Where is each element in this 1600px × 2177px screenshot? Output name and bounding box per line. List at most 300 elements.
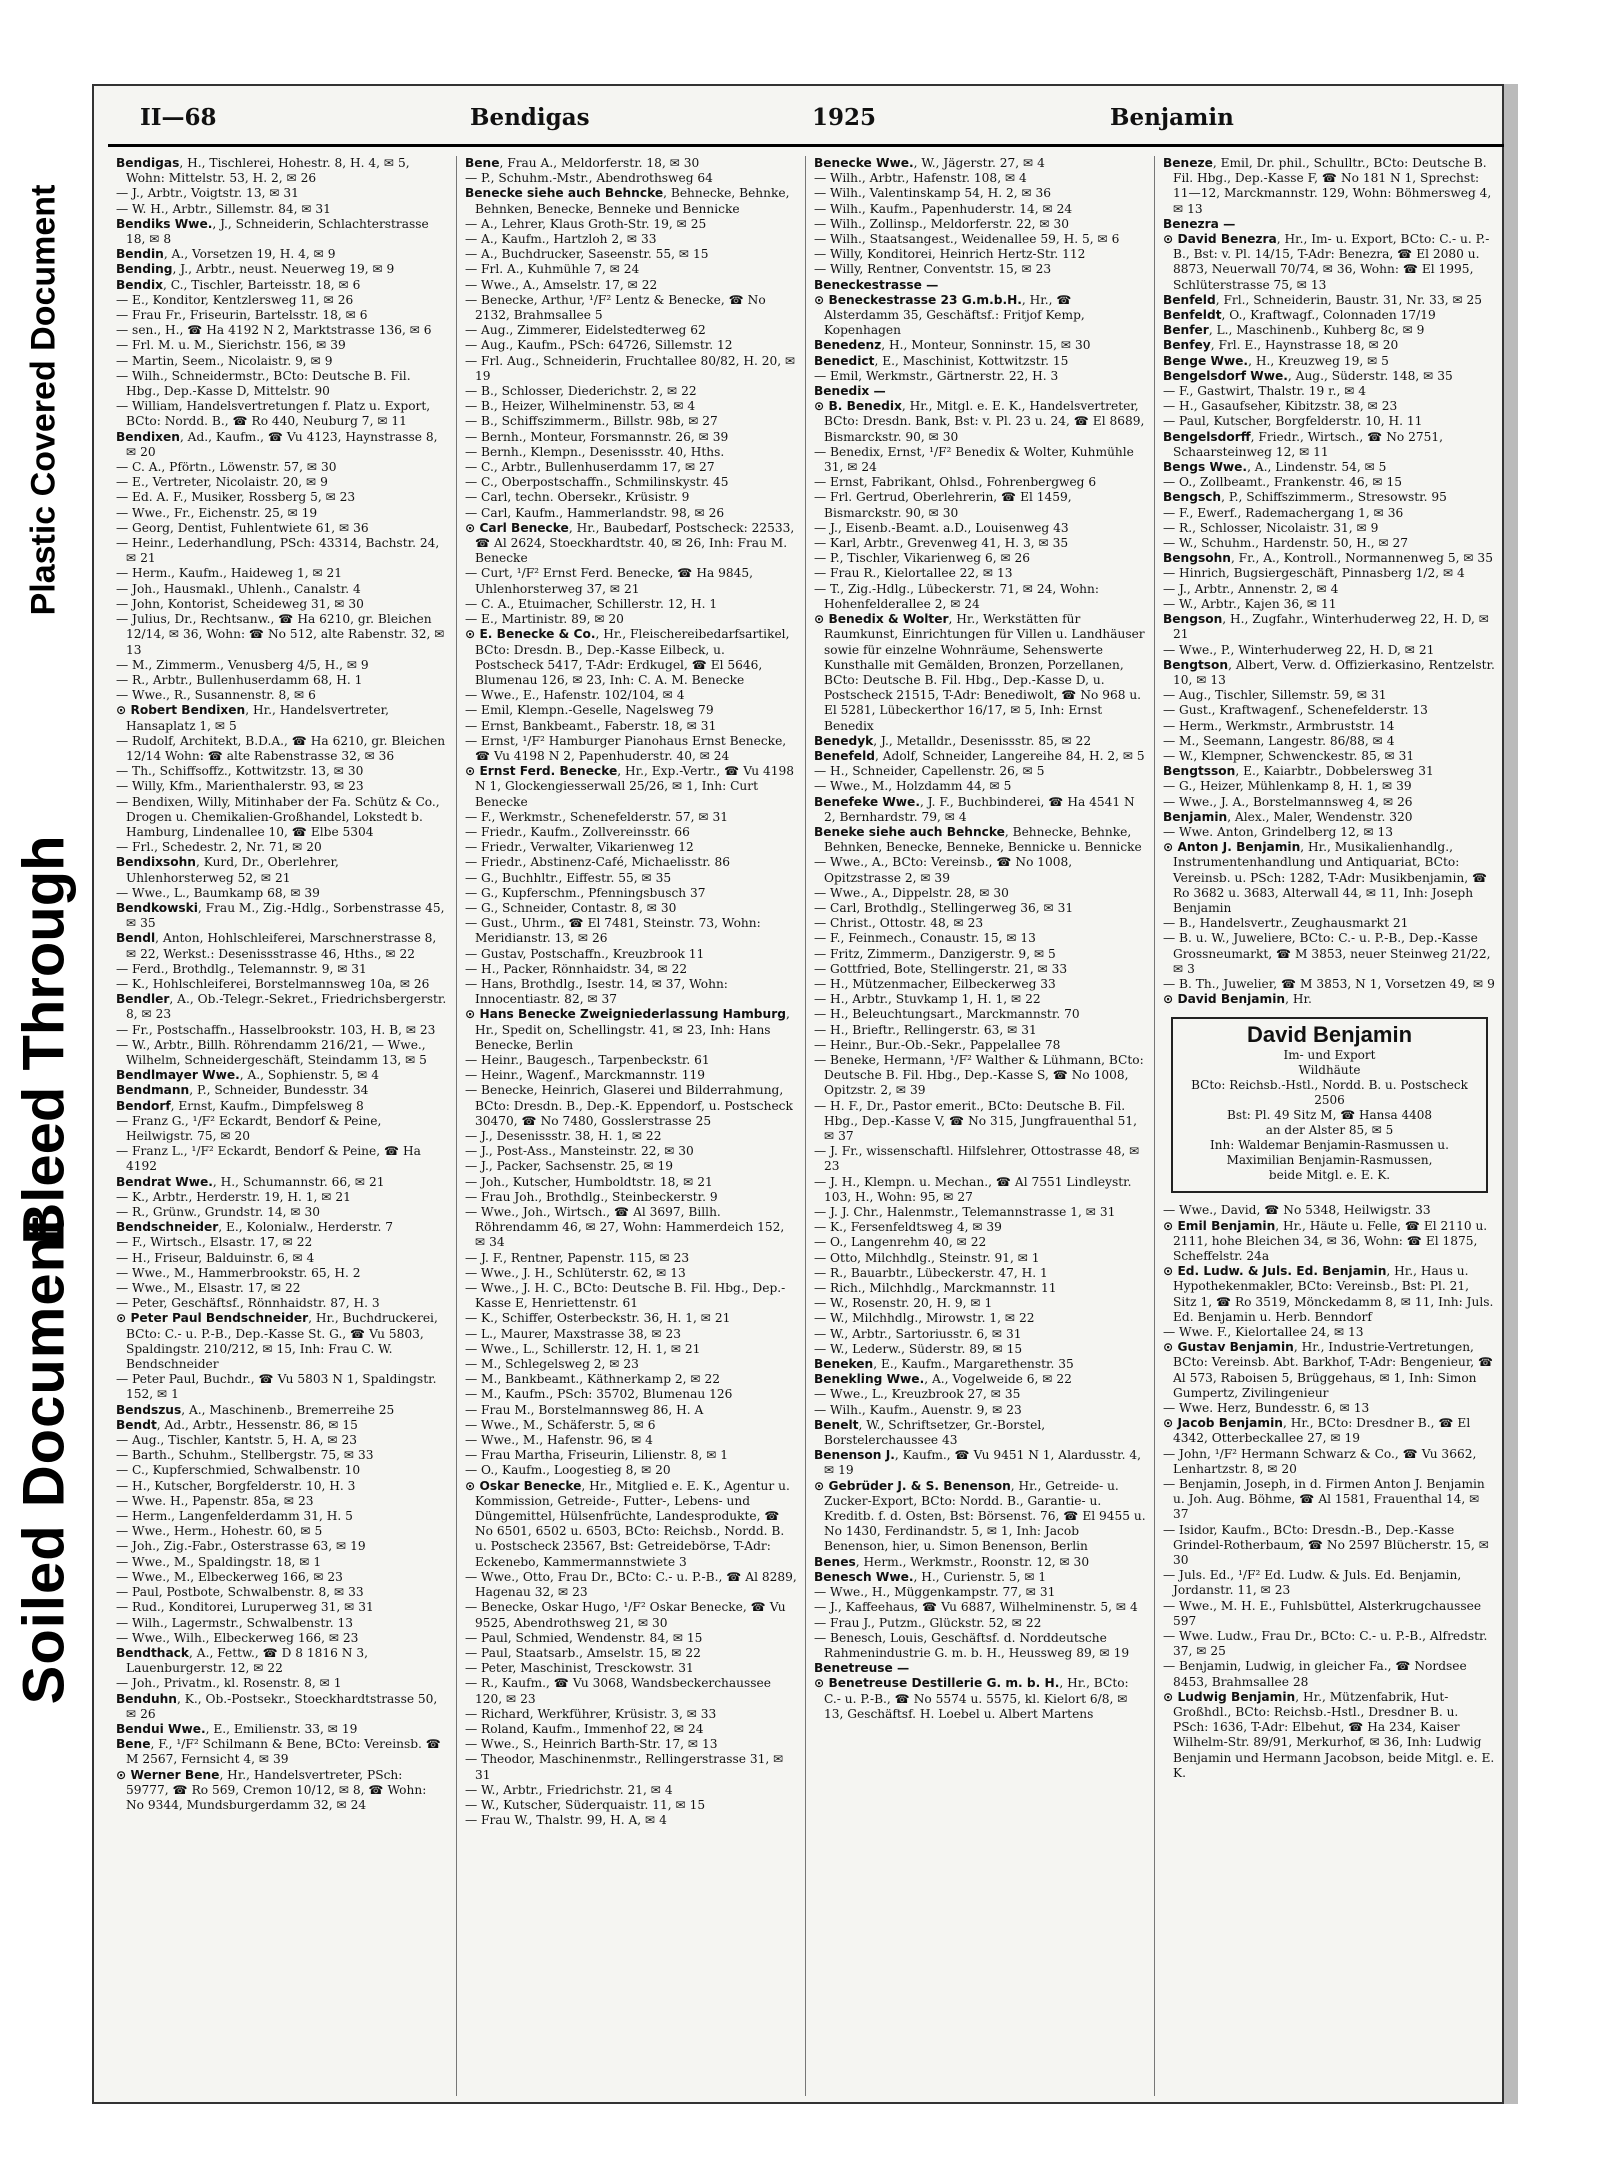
directory-entry: — Wwe., M., Elbeckerweg 166, ✉ 23: [116, 1569, 343, 1584]
directory-entry: ⊙ Ludwig Benjamin, Hr., Mützenfabrik, Hut-Großhdl., BCto: Reichsb.-Hstl., Dresdner B. u. PSch: 1636, T-Adr: Elbehut, ☎ Ha 234, Kaiser Wilhelm-Str. 89/91, Merkurhof, ✉ 36, Inh: Ludwig Benjamin und Hermann Jacobson, beide Mitgl. e. E. K.: [1163, 1689, 1495, 1780]
directory-entry: — Peter Paul, Buchdr., ☎ Vu 5803 N 1, Spaldingstr. 152, ✉ 1: [116, 1372, 437, 1402]
directory-entry: — Wwe., A., Dippelstr. 28, ✉ 30: [814, 885, 1009, 900]
directory-entry: — Franz G., ¹/F² Eckardt, Bendorf & Peine, Heilwigstr. 75, ✉ 20: [116, 1113, 382, 1143]
directory-entry: — Juls. Ed., ¹/F² Ed. Ludw. & Juls. Ed. Benjamin, Jordanstr. 11, ✉ 23: [1163, 1568, 1462, 1598]
directory-entry: Beneke siehe auch Behncke, Behnecke, Behnke, Behnken, Benecke, Benneke, Bennicke u. Bennicke: [814, 824, 1142, 855]
directory-entry: — Emil, Werkmstr., Gärtnerstr. 22, H. 3: [814, 368, 1059, 383]
directory-entry: — Wwe., A., Amselstr. 17, ✉ 22: [465, 277, 658, 292]
directory-entry: Beneken, E., Kaufm., Margarethenstr. 35: [814, 1357, 1074, 1372]
directory-entry: ⊙ E. Benecke & Co., Hr., Fleischereibedarfsartikel, BCto: Dresdn. B., Dep.-Kasse Eilbeck, u. Postscheck 5417, T-Adr: Erdkugel, ☎ El 5646, Blumenau 126, ✉ 23, Inh: C. A. M. Benecke: [465, 627, 790, 687]
directory-entry: ⊙ Emil Benjamin, Hr., Häute u. Felle, ☎ El 2110 u. 2111, hohe Bleichen 34, ✉ 36, Wohn: ☎ El 1875, Scheffelstr. 24a: [1163, 1218, 1488, 1263]
directory-entry: Bendschneider, E., Kolonialw., Herderstr. 7: [116, 1220, 394, 1235]
directory-entry: — Wwe., S., Heinrich Barth-Str. 17, ✉ 13: [465, 1737, 718, 1752]
label-plastic-covered: Plastic Covered Document: [24, 184, 63, 616]
directory-entry: Beneze, Emil, Dr. phil., Schulltr., BCto: Deutsche B. Fil. Hbg., Dep.-Kasse F, ☎ No 181 N 1, Sprechst: 11—12, Marckmannstr. 129, Wohn: Böhmersweg 4, ✉ 13: [1163, 156, 1492, 216]
directory-entry: — Willy, Konditorei, Heinrich Hertz-Str. 112: [814, 247, 1086, 262]
directory-entry: — Georg, Dentist, Fuhlentwiete 61, ✉ 36: [116, 520, 369, 535]
directory-entry: — R., Bauarbtr., Lübeckerstr. 47, H. 1: [814, 1265, 1048, 1280]
directory-entry: — H., Mützenmacher, Eilbeckerweg 33: [814, 976, 1056, 991]
directory-entry: Benedenz, H., Monteur, Sonninstr. 15, ✉ 30: [814, 338, 1091, 353]
directory-entry: — J., Kaffeehaus, ☎ Vu 6887, Wilhelminenstr. 5, ✉ 4: [814, 1600, 1138, 1615]
directory-entry: — R., Schlosser, Nicolaistr. 31, ✉ 9: [1163, 520, 1379, 535]
directory-entry: — J. H., Klempn. u. Mechan., ☎ Al 7551 Lindleystr. 103, H., Wohn: 95, ✉ 27: [814, 1174, 1132, 1204]
directory-entry: ⊙ Jacob Benjamin, Hr., BCto: Dresdner B., ☎ El 4342, Otterbeckallee 27, ✉ 19: [1163, 1416, 1471, 1446]
directory-entry: — Richard, Werkführer, Krüsistr. 3, ✉ 33: [465, 1706, 717, 1721]
directory-entry: Benedyk, J., Metalldr., Desenissstr. 85, ✉ 22: [814, 733, 1092, 748]
directory-entry: — E., Konditor, Kentzlersweg 11, ✉ 26: [116, 292, 354, 307]
directory-entry: Benesch Wwe., H., Curienstr. 5, ✉ 1: [814, 1569, 1047, 1584]
directory-entry: — Frau W., Thalstr. 99, H. A, ✉ 4: [465, 1813, 667, 1828]
directory-entry: — J., Desenissstr. 38, H. 1, ✉ 22: [465, 1129, 662, 1143]
directory-entry: — Wwe., M. H. E., Fuhlsbüttel, Alsterkrugchaussee 597: [1163, 1598, 1482, 1628]
directory-entry: — Ernst, Fabrikant, Ohlsd., Fohrenbergweg 6: [814, 475, 1097, 490]
directory-entry: — Frl. Gertrud, Oberlehrerin, ☎ El 1459, Bismarckstr. 90, ✉ 30: [814, 490, 1072, 520]
directory-entry: — Benesch, Louis, Geschäftsf. d. Norddeutsche Rahmenindustrie G. m. b. H., Heussweg 89, ✉ 19: [814, 1630, 1130, 1660]
directory-entry: — Wwe., Fr., Eichenstr. 25, ✉ 19: [116, 505, 318, 520]
directory-entry: — A., Kaufm., Hartzloh 2, ✉ 33: [465, 232, 657, 247]
column-4: [1155, 156, 1504, 2096]
directory-entry: Benes, Herm., Werkmstr., Roonstr. 12, ✉ 30: [814, 1554, 1090, 1569]
directory-entry: — C., Kupferschmied, Schwalbenstr. 10: [116, 1463, 361, 1478]
directory-entry: — Paul, Postbote, Schwalbenstr. 8, ✉ 33: [116, 1585, 364, 1600]
directory-entry: Benfeldt, O., Kraftwagf., Colonnaden 17/19: [1163, 308, 1436, 323]
directory-entry: — Julius, Dr., Rechtsanw., ☎ Ha 6210, gr. Bleichen 12/14, ✉ 36, Wohn: ☎ No 512, alte Rabenstr. 32, ✉ 13: [116, 612, 445, 657]
directory-entry: — Joh., Zig.-Fabr., Osterstrasse 63, ✉ 19: [116, 1539, 366, 1554]
directory-entry: ⊙ Beneckestrasse 23 G.m.b.H., Hr., ☎ Alsterdamm 35, Geschäftsf.: Fritjof Kemp, Kopenhagen: [814, 292, 1085, 338]
directory-entry: — Hans, Brothdlg., Isestr. 14, ✉ 37, Wohn: Innocentiastr. 82, ✉ 37: [465, 976, 728, 1007]
directory-entry: — Wwe., L., Schillerstr. 12, H. 1, ✉ 21: [465, 1341, 701, 1356]
directory-entry: — Wwe., J. H. C., BCto: Deutsche B. Fil. Hbg., Dep.-Kasse E, Henriettenstr. 61: [465, 1281, 786, 1311]
directory-entry: — Frau M., Borstelmannsweg 86, H. A: [465, 1402, 704, 1417]
directory-entry: — H., Packer, Rönnhaidstr. 34, ✉ 22: [465, 961, 688, 976]
directory-entry: Benge Wwe., H., Kreuzweg 19, ✉ 5: [1163, 353, 1389, 368]
directory-entry: — Wwe. F., Kielortallee 24, ✉ 13: [1163, 1325, 1364, 1339]
directory-entry: — Wwe., H., Müggenkampstr. 77, ✉ 31: [814, 1585, 1056, 1600]
directory-entry: — Fritz, Zimmerm., Danzigerstr. 9, ✉ 5: [814, 946, 1056, 961]
directory-entry: Benezra —: [1163, 216, 1236, 231]
directory-entry: — B., Schlosser, Diederichstr. 2, ✉ 22: [465, 384, 697, 399]
directory-entry: — Isidor, Kaufm., BCto: Dresdn.-B., Dep.-Kasse Grindel-Rotherbaum, ☎ No 2597 Blücherstr. 15, ✉ 30: [1163, 1522, 1489, 1568]
directory-entry: — A., Lehrer, Klaus Groth-Str. 19, ✉ 25: [465, 216, 707, 231]
directory-entry: — W., Arbtr., Sartoriusstr. 6, ✉ 31: [814, 1326, 1022, 1341]
directory-entry: — F., Wirtsch., Elsastr. 17, ✉ 22: [116, 1235, 313, 1250]
directory-entry: — Wilh., Kaufm., Auenstr. 9, ✉ 23: [814, 1402, 1022, 1417]
directory-entry: Bengson, H., Zugfahr., Winterhuderweg 22, H. D, ✉ 21: [1163, 612, 1489, 642]
directory-entry: — Wilh., Kaufm., Papenhuderstr. 14, ✉ 24: [814, 201, 1073, 216]
directory-entry: Bendui Wwe., E., Emilienstr. 33, ✉ 19: [116, 1721, 358, 1736]
directory-entry: — Aug., Kaufm., PSch: 64726, Sillemstr. 12: [465, 338, 733, 353]
directory-entry: — Heinr., Wagenf., Marckmannstr. 119: [465, 1068, 706, 1083]
directory-entry: Bendix, C., Tischler, Barteisstr. 18, ✉ 6: [116, 277, 361, 292]
directory-entry: — H., Kutscher, Borgfelderstr. 10, H. 3: [116, 1478, 356, 1493]
directory-entry: — Aug., Tischler, Kantstr. 5, H. A, ✉ 23: [116, 1433, 357, 1448]
directory-entry: Benefeke Wwe., J. F., Buchbinderei, ☎ Ha 4541 N 2, Bernhardstr. 79, ✉ 4: [814, 794, 1135, 824]
directory-entry: Bendler, A., Ob.-Telegr.-Sekret., Friedrichsbergerstr. 8, ✉ 23: [116, 992, 447, 1022]
directory-entry: — Bernh., Monteur, Forsmannstr. 26, ✉ 39: [465, 429, 729, 444]
ad-line: beide Mitgl. e. E. K.: [1268, 1168, 1391, 1183]
directory-entry: — Wwe., Joh., Wirtsch., ☎ Al 3697, Billh. Röhrendamm 46, ✉ 27, Wohn: Hammerdeich 152, ✉ 34: [465, 1205, 785, 1250]
directory-entry: Bendigas, H., Tischlerei, Hohestr. 8, H. 4, ✉ 5, Wohn: Mittelstr. 53, H. 2, ✉ 26: [116, 156, 410, 186]
directory-entry: — C. A., Pförtn., Löwenstr. 57, ✉ 30: [116, 460, 337, 475]
directory-entry: — Wwe., J. A., Borstelmannsweg 4, ✉ 26: [1163, 794, 1413, 809]
directory-entry: — Barth., Schuhm., Stellbergstr. 75, ✉ 33: [116, 1448, 374, 1463]
directory-entry: — Frau Fr., Friseurin, Bartelsstr. 18, ✉ 6: [116, 308, 368, 323]
directory-entry: — Otto, Milchhdlg., Steinstr. 91, ✉ 1: [814, 1250, 1040, 1265]
directory-entry: — Wwe., M., Hafenstr. 96, ✉ 4: [465, 1433, 653, 1448]
directory-entry: Benedix —: [814, 384, 886, 399]
ad-line: Wildhäute: [1298, 1063, 1361, 1078]
directory-entry: Bendthack, A., Fettw., ☎ D 8 1816 N 3, Lauenburgerstr. 12, ✉ 22: [116, 1645, 368, 1676]
directory-entry: — Wilh., Zollinsp., Meldorferstr. 22, ✉ 30: [814, 216, 1070, 231]
directory-entry: Bene, Frau A., Meldorferstr. 18, ✉ 30: [465, 156, 700, 170]
directory-entry: — M., Zimmerm., Venusberg 4/5, H., ✉ 9: [116, 657, 369, 672]
directory-entry: — Herm., Werkmstr., Armbruststr. 14: [1163, 718, 1395, 733]
directory-entry: — Franz L., ¹/F² Eckardt, Bendorf & Peine, ☎ Ha 4192: [116, 1144, 421, 1174]
directory-entry: ⊙ Benedix & Wolter, Hr., Werkstätten für Raumkunst, Einrichtungen für Villen u. Landhäuser sowie für einzelne Wohnräume, Sehenswerte Kunsthalle mit Gemälden, Bronzen, Porzellanen, BCto: Deutsche B. Fil. Hbg., Dep.-Kasse D, u. Postscheck 21515, T-Adr: Benediwolt, ☎ No 968 u. El 5281, Lübeckerthor 16/17, ✉ 5, Inh: Ernst Benedix: [814, 612, 1145, 733]
directory-entry: — Frl. A., Kuhmühle 7, ✉ 24: [465, 262, 640, 277]
directory-entry: Benfer, L., Maschinenb., Kuhberg 8c, ✉ 9: [1163, 323, 1425, 338]
directory-entry: Bendlmayer Wwe., A., Sophienstr. 5, ✉ 4: [116, 1068, 379, 1083]
directory-entry: — Wwe. H., Papenstr. 85a, ✉ 23: [116, 1493, 314, 1508]
directory-entry: — Frl. Aug., Schneiderin, Fruchtallee 80/82, H. 20, ✉ 19: [465, 353, 796, 383]
directory-entry: — Willy, Kfm., Marienthalerstr. 93, ✉ 23: [116, 779, 364, 794]
directory-entry: — Carl, Kaufm., Hammerlandstr. 98, ✉ 26: [465, 505, 725, 520]
directory-entry: — Friedr., Abstinenz-Café, Michaelisstr. 86: [465, 855, 731, 870]
directory-entry: — B. Th., Juwelier, ☎ M 3853, N 1, Vorsetzen 49, ✉ 9: [1163, 976, 1495, 991]
directory-entry: Bendrat Wwe., H., Schumannstr. 66, ✉ 21: [116, 1174, 385, 1189]
directory-entry: — W., Rosenstr. 20, H. 9, ✉ 1: [814, 1296, 993, 1311]
directory-entry: — J., Eisenb.-Beamt. a.D., Louisenweg 43: [814, 520, 1069, 535]
directory-entry: Bendixen, Ad., Kaufm., ☎ Vu 4123, Haynstrasse 8, ✉ 20: [116, 429, 438, 459]
directory-entry: — John, Kontorist, Scheideweg 31, ✉ 30: [116, 596, 364, 611]
directory-entry: — J., Packer, Sachsenstr. 25, ✉ 19: [465, 1159, 674, 1174]
directory-entry: Benefeld, Adolf, Schneider, Langereihe 84, H. 2, ✉ 5: [814, 748, 1145, 763]
directory-entry: — Heinr., Lederhandlung, PSch: 43314, Bachstr. 24, ✉ 21: [116, 536, 440, 566]
directory-entry: — Friedr., Kaufm., Zollvereinsstr. 66: [465, 824, 690, 839]
directory-entry: Benjamin, Alex., Maler, Wendenstr. 320: [1163, 809, 1413, 824]
directory-entry: — Frau J., Putzm., Glückstr. 52, ✉ 22: [814, 1615, 1042, 1630]
directory-entry: Bengsohn, Fr., A., Kontroll., Normannenweg 5, ✉ 35: [1163, 551, 1493, 566]
directory-entry: Bendorf, Ernst, Kaufm., Dimpfelsweg 8: [116, 1098, 364, 1113]
directory-entry: — Peter, Geschäftsf., Rönnhaidstr. 87, H. 3: [116, 1296, 380, 1311]
directory-entry: — W., Lederw., Süderstr. 89, ✉ 15: [814, 1341, 1023, 1356]
directory-entry: — R., Arbtr., Bullenhuserdamm 68, H. 1: [116, 672, 363, 687]
directory-entry: — H., Arbtr., Stuvkamp 1, H. 1, ✉ 22: [814, 992, 1041, 1007]
directory-entry: — Wwe., M., Spaldingstr. 18, ✉ 1: [116, 1554, 322, 1569]
directory-entry: — W., Arbtr., Kajen 36, ✉ 11: [1163, 596, 1337, 611]
header-left-word: Bendigas: [470, 104, 590, 131]
directory-entry: ⊙ Anton J. Benjamin, Hr., Musikalienhandlg., Instrumentenhandlung und Antiquariat, BCto: Vereinsb. u. PSch: 1282, T-Adr: Musikbenjamin, ☎ Ro 3682 u. 3683, Alterwall 44, ✉ 11, Inh: Joseph Benjamin: [1163, 840, 1488, 915]
directory-entry: Bengtsson, E., Kaiarbtr., Dobbelersweg 31: [1163, 764, 1434, 779]
directory-entry: — L., Maurer, Maxstrasse 38, ✉ 23: [465, 1326, 681, 1341]
directory-entry: — M., Schlegelsweg 2, ✉ 23: [465, 1357, 639, 1372]
directory-entry: — Ed. A. F., Musiker, Rossberg 5, ✉ 23: [116, 490, 356, 505]
directory-entry: — A., Buchdrucker, Saseenstr. 55, ✉ 15: [465, 247, 709, 262]
directory-entry: — W. H., Arbtr., Sillemstr. 84, ✉ 31: [116, 201, 331, 216]
directory-entry: — Frl. M. u. M., Sierichstr. 156, ✉ 39: [116, 338, 346, 353]
directory-entry: — W., Arbtr., Billh. Röhrendamm 216/21, — Wwe., Wilhelm, Schneidergeschäft, Steindamm 13, ✉ 5: [116, 1037, 427, 1067]
directory-entry: — B., Heizer, Wilhelminenstr. 53, ✉ 4: [465, 399, 696, 414]
ad-line: Im- und Export: [1283, 1048, 1376, 1063]
directory-entry: — Gustav, Postschaffn., Kreuzbrook 11: [465, 946, 705, 961]
ad-title: David Benjamin: [1246, 1022, 1413, 1048]
directory-entry: Bengs Wwe., A., Lindenstr. 54, ✉ 5: [1163, 460, 1387, 475]
directory-entry: ⊙ Peter Paul Bendschneider, Hr., Buchdruckerei, BCto: C.- u. P.-B., Dep.-Kasse St. G., ☎ Vu 5803, Spaldingstr. 210/212, ✉ 15, Inh: Frau C. W. Bendschneider: [116, 1311, 438, 1372]
directory-entry: — Wwe., Herm., Hohestr. 60, ✉ 5: [116, 1524, 323, 1539]
directory-entry: — Theodor, Maschinenmstr., Rellingerstrasse 31, ✉ 31: [465, 1752, 784, 1782]
directory-entry: — G., Buchhltr., Eiffestr. 55, ✉ 35: [465, 870, 672, 885]
directory-entry: — Wwe., A., BCto: Vereinsb., ☎ No 1008, Opitzstrasse 2, ✉ 39: [814, 855, 1073, 885]
directory-entry: ⊙ Carl Benecke, Hr., Baubedarf, Postscheck: 22533, ☎ Al 2624, Stoeckhardtstr. 40, ✉ 26, Inh: Frau M. Benecke: [465, 520, 795, 566]
directory-entry: ⊙ Oskar Benecke, Hr., Mitglied e. E. K., Agentur u. Kommission, Getreide-, Futter-, Lebens- und Düngemittel, Hülsenfrüchte, Landesprodukte, ☎ No 6501, 6502 u. 6503, BCto: Reichsb., Nordd. B. u. Postscheck 23567, Bst: Getreidebörse, T-Adr: Eckenebo, Kammermannstwiete 3: [465, 1478, 790, 1569]
directory-entry: — J., Arbtr., Annenstr. 2, ✉ 4: [1163, 581, 1339, 596]
directory-entry: — Paul, Schmied, Wendenstr. 84, ✉ 15: [465, 1630, 703, 1645]
directory-entry: Bendszus, A., Maschinenb., Bremerreihe 25: [116, 1402, 395, 1417]
directory-entry: — Joh., Hausmakl., Uhlenh., Canalstr. 4: [116, 581, 361, 596]
directory-entry: — Emil, Klempn.-Geselle, Nagelsweg 79: [465, 703, 714, 718]
directory-entry: — Gust., Kraftwagenf., Schenefelderstr. 13: [1163, 703, 1428, 718]
directory-entry: — E., Vertreter, Nicolaistr. 20, ✉ 9: [116, 475, 328, 490]
directory-entry: — M., Kaufm., PSch: 35702, Blumenau 126: [465, 1387, 733, 1402]
directory-entry: — E., Martinistr. 89, ✉ 20: [465, 612, 624, 627]
page-number: II—68: [140, 104, 217, 131]
directory-entry: — Wwe. Herz, Bundesstr. 6, ✉ 13: [1163, 1401, 1370, 1416]
directory-entry: Bengsch, P., Schiffszimmerm., Stresowstr. 95: [1163, 490, 1447, 505]
column-3: [806, 156, 1155, 2096]
directory-entry: — Roland, Kaufm., Immenhof 22, ✉ 24: [465, 1721, 704, 1736]
directory-entry: — Wilh., Arbtr., Hafenstr. 108, ✉ 4: [814, 171, 1027, 186]
directory-entry: Bendiks Wwe., J., Schneiderin, Schlachterstrasse 18, ✉ 8: [116, 216, 429, 247]
directory-entry: Benfeld, Frl., Schneiderin, Baustr. 31, Nr. 33, ✉ 25: [1163, 292, 1483, 307]
directory-entry: — Ernst, ¹/F² Hamburger Pianohaus Ernst Benecke, ☎ Vu 4198 N 2, Papenhuderstr. 40, ✉ 24: [465, 733, 787, 763]
directory-entry: — J. Fr., wissenschaftl. Hilfslehrer, Ottostrasse 48, ✉ 23: [814, 1144, 1140, 1174]
directory-entry: — Karl, Arbtr., Grevenweg 41, H. 3, ✉ 35: [814, 536, 1069, 551]
directory-entry: ⊙ Gebrüder J. & S. Benenson, Hr., Getreide- u. Zucker-Export, BCto: Nordd. B., Garantie- u. Kreditb. f. d. Osten, Bst: Börsenst. 76, ☎ El 9455 u. No 1430, Ferdinandstr. 5, ✉ 1, Inh: Jacob Benenson, hier, u. Simon Benenson, Berlin: [814, 1478, 1146, 1554]
directory-entry: — Wwe. Anton, Grindelberg 12, ✉ 13: [1163, 824, 1394, 839]
directory-entry: — J., Arbtr., Voigtstr. 13, ✉ 31: [116, 186, 299, 201]
directory-entry: — Paul, Kutscher, Borgfelderstr. 10, H. 11: [1163, 414, 1423, 429]
directory-entry: — Th., Schiffsoffz., Kottwitzstr. 13, ✉ 30: [116, 764, 364, 779]
directory-entry: — K., Schiffer, Osterbeckstr. 36, H. 1, ✉ 21: [465, 1311, 731, 1326]
directory-entry: Bendin, A., Vorsetzen 19, H. 4, ✉ 9: [116, 247, 336, 262]
directory-entry: — Benecke, Arthur, ¹/F² Lentz & Benecke, ☎ No 2132, Brahmsallee 5: [465, 292, 766, 323]
directory-entry: Benenson J., Kaufm., ☎ Vu 9451 N 1, Alardusstr. 4, ✉ 19: [814, 1448, 1141, 1478]
directory-entry: ⊙ Ed. Ludw. & Juls. Ed. Benjamin, Hr., Haus u. Hypothekenmakler, BCto: Vereinsb., Bst: Pl. 21, Sitz 1, ☎ Ro 3519, Mönckedamm 8, ✉ 11, Inh: Juls. Ed. Benjamin u. Herb. Benndorf: [1163, 1264, 1494, 1324]
directory-entry: — R., Grünw., Grundstr. 14, ✉ 30: [116, 1205, 321, 1220]
directory-entry: Bene, F., ¹/F² Schilmann & Bene, BCto: Vereinsb. ☎ M 2567, Fernsicht 4, ✉ 39: [116, 1737, 441, 1767]
directory-entry: — O., Langenrehm 40, ✉ 22: [814, 1235, 987, 1250]
directory-entry: — W., Kutscher, Süderquaistr. 11, ✉ 15: [465, 1797, 706, 1812]
directory-entry: — Wwe., L., Kreuzbrook 27, ✉ 35: [814, 1387, 1021, 1402]
directory-entry: Beneckestrasse —: [814, 277, 939, 292]
directory-entry: — Wwe., M., Schäferstr. 5, ✉ 6: [465, 1417, 656, 1432]
directory-entry: Benedict, E., Maschinist, Kottwitzstr. 15: [814, 353, 1069, 368]
directory-entry: Bendmann, P., Schneider, Bundesstr. 34: [116, 1083, 369, 1098]
directory-entry: — Wilh., Staatsangest., Weidenallee 59, H. 5, ✉ 6: [814, 232, 1120, 247]
directory-entry: Bendkowski, Frau M., Zig.-Hdlg., Sorbenstrasse 45, ✉ 35: [116, 900, 445, 931]
directory-entry: — G., Schneider, Contastr. 8, ✉ 30: [465, 900, 677, 915]
directory-entry: ⊙ Robert Bendixen, Hr., Handelsvertreter, Hansaplatz 1, ✉ 5: [116, 703, 389, 733]
directory-entry: — William, Handelsvertretungen f. Platz u. Export, BCto: Nordd. B., ☎ Ro 440, Neuburg 7, ✉ 11: [116, 399, 431, 429]
directory-entry: — Ferd., Brothdlg., Telemannstr. 9, ✉ 31: [116, 961, 367, 976]
column-2: [457, 156, 806, 2096]
directory-entry: ⊙ Benetreuse Destillerie G. m. b. H., Hr., BCto: C.- u. P.-B., ☎ No 5574 u. 5575, kl. Kielort 6/8, ✉ 13, Geschäftsf. H. Loebel u. Albert Martens: [814, 1676, 1129, 1721]
directory-entry: — B. u. W., Juweliere, BCto: C.- u. P.-B., Dep.-Kasse Grossneumarkt, ☎ M 3853, neuer Steinweg 21/22, ✉ 3: [1163, 931, 1491, 976]
directory-entry: — Frl., Schedestr. 2, Nr. 71, ✉ 20: [116, 840, 322, 855]
directory-entry: — H., Beleuchtungsart., Marckmannstr. 70: [814, 1007, 1080, 1022]
directory-entry: Bendt, Ad., Arbtr., Hessenstr. 86, ✉ 15: [116, 1417, 358, 1432]
page-edge: [1504, 84, 1518, 2104]
directory-entry: — Herm., Kaufm., Haideweg 1, ✉ 21: [116, 566, 343, 581]
directory-entry: — H., Gasaufseher, Kibitzstr. 38, ✉ 23: [1163, 399, 1398, 414]
directory-entry: — W., Klempner, Schwenckestr. 85, ✉ 31: [1163, 748, 1415, 763]
ad-line: Bst: Pl. 49 Sitz M, ☎ Hansa 4408: [1227, 1108, 1432, 1123]
directory-entry: — K., Fersenfeldtsweg 4, ✉ 39: [814, 1220, 1002, 1235]
directory-entry: — Wwe., E., Hafenstr. 102/104, ✉ 4: [465, 688, 685, 703]
directory-entry: — Curt, ¹/F² Ernst Ferd. Benecke, ☎ Ha 9845, Uhlenhorsterweg 37, ✉ 21: [465, 566, 754, 596]
directory-entry: Benekling Wwe., A., Vogelweide 6, ✉ 22: [814, 1372, 1072, 1387]
directory-entry: Benduhn, K., Ob.-Postsekr., Stoeckhardtstrasse 50, ✉ 26: [116, 1691, 438, 1721]
directory-entry: Bengtson, Albert, Verw. d. Offizierkasino, Rentzelstr. 10, ✉ 13: [1163, 657, 1495, 687]
directory-entry: — P., Schuhm.-Mstr., Abendrothsweg 64: [465, 171, 713, 186]
directory-entry: ⊙ B. Benedix, Hr., Mitgl. e. E. K., Handelsvertreter, BCto: Dresdn. Bank, Bst: v. Pl. 23 u. 24, ☎ El 8689, Bismarckstr. 90, ✉ 30: [814, 399, 1145, 444]
directory-entry: — F., Gastwirt, Thalstr. 19 r., ✉ 4: [1163, 384, 1367, 399]
directory-entry: — W., Schuhm., Hardenstr. 50, H., ✉ 27: [1163, 536, 1409, 551]
directory-entry: — Bernh., Klempn., Desenissstr. 40, Hths.: [465, 444, 725, 459]
directory-entry: — Wwe., J. H., Schlüterstr. 62, ✉ 13: [465, 1265, 686, 1280]
directory-entry: ⊙ Ernst Ferd. Benecke, Hr., Exp.-Vertr., ☎ Vu 4198 N 1, Glockengiesserwall 25/26, ✉ 1, Inh: Curt Benecke: [465, 764, 794, 809]
directory-entry: — Benecke, Heinrich, Glaserei und Bilderrahmung, BCto: Dresdn. B., Dep.-K. Eppendorf, u. Postscheck 30470, ☎ No 7480, Gosslerstrasse 25: [465, 1083, 793, 1128]
directory-entry: Bendixsohn, Kurd, Dr., Oberlehrer, Uhlenhorsterweg 52, ✉ 21: [116, 855, 339, 885]
directory-entry: Bending, J., Arbtr., neust. Neuerweg 19, ✉ 9: [116, 262, 395, 277]
directory-entry: — P., Tischler, Vikarienweg 6, ✉ 26: [814, 551, 1031, 566]
directory-entry: — Gust., Uhrm., ☎ El 7481, Steinstr. 73, Wohn: Meridianstr. 13, ✉ 26: [465, 916, 761, 946]
directory-entry: ⊙ Gustav Benjamin, Hr., Industrie-Vertretungen, BCto: Vereinsb. Abt. Barkhof, T-Adr: Bengenieur, ☎ Al 573, Raboisen 5, Brüggehaus, ✉ 1, Inh: Simon Gumpertz, Zivilingenieur: [1163, 1340, 1494, 1400]
directory-entry: — Wwe., Wilh., Elbeckerweg 166, ✉ 23: [116, 1630, 359, 1645]
directory-entry: — Rudolf, Architekt, B.D.A., ☎ Ha 6210, gr. Bleichen 12/14 Wohn: ☎ alte Rabenstrasse 32, ✉ 36: [116, 733, 446, 763]
directory-entry: — W., Milchhdlg., Mirowstr. 1, ✉ 22: [814, 1311, 1035, 1326]
ad-line: BCto: Reichsb.-Hstl., Nordd. B. u. Postscheck 2506: [1191, 1078, 1468, 1108]
directory-entry: Bengelsdorff, Friedr., Wirtsch., ☎ No 2751, Schaarsteinweg 12, ✉ 11: [1163, 429, 1443, 459]
directory-entry: — J. J. Chr., Halenmstr., Telemannstrasse 1, ✉ 31: [814, 1205, 1116, 1220]
directory-entry: — B., Schiffszimmerm., Billstr. 98b, ✉ 27: [465, 414, 718, 429]
directory-entry: — Ernst, Bankbeamt., Faberstr. 18, ✉ 31: [465, 718, 717, 733]
directory-entry: — Carl, Brothdlg., Stellingerweg 36, ✉ 31: [814, 900, 1074, 915]
directory-entry: — Benjamin, Joseph, in d. Firmen Anton J. Benjamin u. Joh. Aug. Böhme, ☎ Al 1581, Frauenthal 14, ✉ 37: [1163, 1477, 1485, 1522]
directory-entry: — Bendixen, Willy, Mitinhaber der Fa. Schütz & Co., Drogen u. Chemikalien-Großhandel, Lokstedt b. Hamburg, Lindenallee 10, ☎ Elbe 5304: [116, 794, 440, 839]
directory-entry: — Wilh., Valentinskamp 54, H. 2, ✉ 36: [814, 186, 1052, 201]
directory-entry: — Wwe., Otto, Frau Dr., BCto: C.- u. P.-B., ☎ Al 8289, Hagenau 32, ✉ 23: [465, 1569, 797, 1600]
directory-entry: — Benecke, Oskar Hugo, ¹/F² Oskar Benecke, ☎ Vu 9525, Abendrothsweg 21, ✉ 30: [465, 1600, 786, 1630]
directory-entry: ⊙ David Benezra, Hr., Im- u. Export, BCto: C.- u. P.-B., Bst: v. Pl. 14/15, T-Adr: Benezra, ☎ El 2080 u. 8873, Neuerwall 70/74, ✉ 36, Wohn: ☎ El 1995, Schlüterstrasse 75, ✉ 13: [1163, 232, 1490, 292]
directory-entry: — H., Schneider, Capellenstr. 26, ✉ 5: [814, 764, 1045, 779]
directory-entry: — H. F., Dr., Pastor emerit., BCto: Deutsche B. Fil. Hbg., Dep.-Kasse V, ☎ No 315, Jungfrauenthal 51, ✉ 37: [814, 1098, 1138, 1143]
directory-entry: — O., Zollbeamt., Frankenstr. 46, ✉ 15: [1163, 475, 1402, 490]
page-header: [100, 100, 1490, 142]
directory-entry: — K., Arbtr., Herderstr. 19, H. 1, ✉ 21: [116, 1189, 351, 1204]
directory-entry: — Herm., Langenfelderdamm 31, H. 5: [116, 1509, 353, 1524]
directory-entry: — Aug., Tischler, Sillemstr. 59, ✉ 31: [1163, 688, 1387, 703]
directory-entry: Benfey, Frl. E., Haynstrasse 18, ✉ 20: [1163, 338, 1399, 353]
directory-entry: Bendl, Anton, Hohlschleiferei, Marschnerstrasse 8, ✉ 22, Werkst.: Desenissstrasse 46, Hths., ✉ 22: [116, 931, 437, 961]
directory-entry: — Frau Joh., Brothdlg., Steinbeckerstr. 9: [465, 1189, 718, 1204]
directory-entry: ⊙ David Benjamin, Hr.: [1163, 992, 1312, 1007]
column-1: [108, 156, 457, 2096]
directory-entry: — O., Kaufm., Loogestieg 8, ✉ 20: [465, 1463, 671, 1478]
directory-entry: — Joh., Kutscher, Humboldtstr. 18, ✉ 21: [465, 1174, 713, 1189]
directory-entry: — Martin, Seem., Nicolaistr. 9, ✉ 9: [116, 353, 333, 368]
directory-entry: — Rud., Konditorei, Luruperweg 31, ✉ 31: [116, 1600, 374, 1615]
directory-entry: — John, ¹/F² Hermann Schwarz & Co., ☎ Vu 3662, Lenhartzstr. 8, ✉ 20: [1163, 1446, 1477, 1476]
directory-entry: — Fr., Postschaffn., Hasselbrookstr. 103, H. B, ✉ 23: [116, 1022, 436, 1037]
directory-entry: Benelt, W., Schriftsetzer, Gr.-Borstel, Borstelerchaussee 43: [814, 1417, 1046, 1448]
header-right-word: Benjamin: [1110, 104, 1234, 131]
directory-entry: — W., Arbtr., Friedrichstr. 21, ✉ 4: [465, 1782, 673, 1797]
directory-entry: ⊙ Werner Bene, Hr., Handelsvertreter, PSch: 59777, ☎ Ro 569, Cremon 10/12, ✉ 8, ☎ Wohn: No 9344, Mundsburgerdamm 32, ✉ 24: [116, 1767, 427, 1812]
directory-entry: Benecke Wwe., W., Jägerstr. 27, ✉ 4: [814, 156, 1045, 170]
directory-entry: — Frau R., Kielortallee 22, ✉ 13: [814, 566, 1013, 581]
directory-entry: ⊙ Hans Benecke Zweigniederlassung Hamburg, Hr., Spedit on, Schellingstr. 41, ✉ 23, Inh: Hans Benecke, Berlin: [465, 1007, 790, 1052]
directory-entry: — K., Hohlschleiferei, Borstelmannsweg 10a, ✉ 26: [116, 976, 430, 991]
directory-entry: — H., Brieftr., Rellingerstr. 63, ✉ 31: [814, 1022, 1037, 1037]
advertisement-box: [1171, 1017, 1488, 1193]
directory-entry: Benecke siehe auch Behncke, Behnecke, Behnke, Behnken, Benecke, Benneke und Bennicke: [465, 186, 790, 216]
directory-entry: — B., Handelsvertr., Zeughausmarkt 21: [1163, 916, 1409, 931]
directory-entry: — F., Feinmech., Conaustr. 15, ✉ 13: [814, 931, 1036, 946]
directory-entry: — Christ., Ottostr. 48, ✉ 23: [814, 916, 984, 931]
directory-entry: — R., Kaufm., ☎ Vu 3068, Wandsbeckerchaussee 120, ✉ 23: [465, 1676, 771, 1706]
sidebar-labels: [0, 0, 88, 2177]
header-rule: [108, 144, 1504, 147]
directory-entry: — H., Friseur, Balduinstr. 6, ✉ 4: [116, 1250, 315, 1265]
directory-entry: — G., Heizer, Mühlenkamp 8, H. 1, ✉ 39: [1163, 779, 1412, 794]
directory-entry: — F., Werkmstr., Schenefelderstr. 57, ✉ 31: [465, 809, 729, 824]
directory-entry: — Gottfried, Bote, Stellingerstr. 21, ✉ 33: [814, 961, 1068, 976]
directory-entry: — Wilh., Schneidermstr., BCto: Deutsche B. Fil. Hbg., Dep.-Kasse D, Mittelstr. 90: [116, 368, 411, 399]
directory-entry: — Paul, Staatsarb., Amselstr. 15, ✉ 22: [465, 1645, 701, 1660]
directory-entry: Benetreuse —: [814, 1661, 910, 1676]
directory-entry: — Benjamin, Ludwig, in gleicher Fa., ☎ Nordsee 8453, Brahmsallee 28: [1163, 1659, 1467, 1689]
directory-entry: — Wwe., P., Winterhuderweg 22, H. D, ✉ 21: [1163, 642, 1435, 657]
header-year: 1925: [812, 104, 877, 131]
directory-entry: — Heinr., Baugesch., Tarpenbeckstr. 61: [465, 1052, 710, 1067]
label-soiled-document: Soiled Document: [11, 1215, 77, 1705]
columns: [108, 156, 1504, 2096]
label-bleed-through: Bleed Through: [11, 835, 77, 1245]
directory-entry: — C. A., Etuimacher, Schillerstr. 12, H. 1: [465, 596, 718, 611]
directory-entry: — Hinrich, Bugsiergeschäft, Pinnasberg 1/2, ✉ 4: [1163, 566, 1465, 581]
directory-entry: — Wwe. Ludw., Frau Dr., BCto: C.- u. P.-B., Alfredstr. 37, ✉ 25: [1163, 1629, 1488, 1659]
directory-entry: — F., Ewerf., Rademachergang 1, ✉ 36: [1163, 505, 1404, 520]
directory-entry: — Wwe., M., Elsastr. 17, ✉ 22: [116, 1281, 301, 1296]
directory-entry: — Joh., Privatm., kl. Rosenstr. 8, ✉ 1: [116, 1676, 342, 1691]
directory-entry: — Carl, techn. Obersekr., Krüsistr. 9: [465, 490, 690, 505]
directory-entry: — Frau Martha, Friseurin, Lilienstr. 8, ✉ 1: [465, 1448, 729, 1463]
directory-entry: — Peter, Maschinist, Tresckowstr. 31: [465, 1661, 694, 1676]
directory-entry: — Benedix, Ernst, ¹/F² Benedix & Wolter, Kuhmühle 31, ✉ 24: [814, 444, 1134, 475]
directory-entry: Bengelsdorf Wwe., Aug., Süderstr. 148, ✉ 35: [1163, 368, 1453, 383]
directory-entry: — Wilh., Lagermstr., Schwalbenstr. 13: [116, 1615, 354, 1630]
ad-line: an der Alster 85, ✉ 5: [1265, 1123, 1394, 1138]
directory-entry: — Wwe., M., Holzdamm 44, ✉ 5: [814, 779, 1012, 794]
directory-entry: — Wwe., M., Hammerbrookstr. 65, H. 2: [116, 1265, 361, 1280]
directory-entry: — J., Post-Ass., Mansteinstr. 22, ✉ 30: [465, 1144, 694, 1159]
directory-entry: — sen., H., ☎ Ha 4192 N 2, Marktstrasse 136, ✉ 6: [116, 323, 432, 338]
directory-entry: — M., Seemann, Langestr. 86/88, ✉ 4: [1163, 733, 1395, 748]
directory-entry: — Aug., Zimmerer, Eidelstedterweg 62: [465, 323, 706, 338]
directory-entry: — M., Bankbeamt., Käthnerkamp 2, ✉ 22: [465, 1372, 720, 1387]
directory-entry: — G., Kupferschm., Pfenningsbusch 37: [465, 885, 706, 900]
